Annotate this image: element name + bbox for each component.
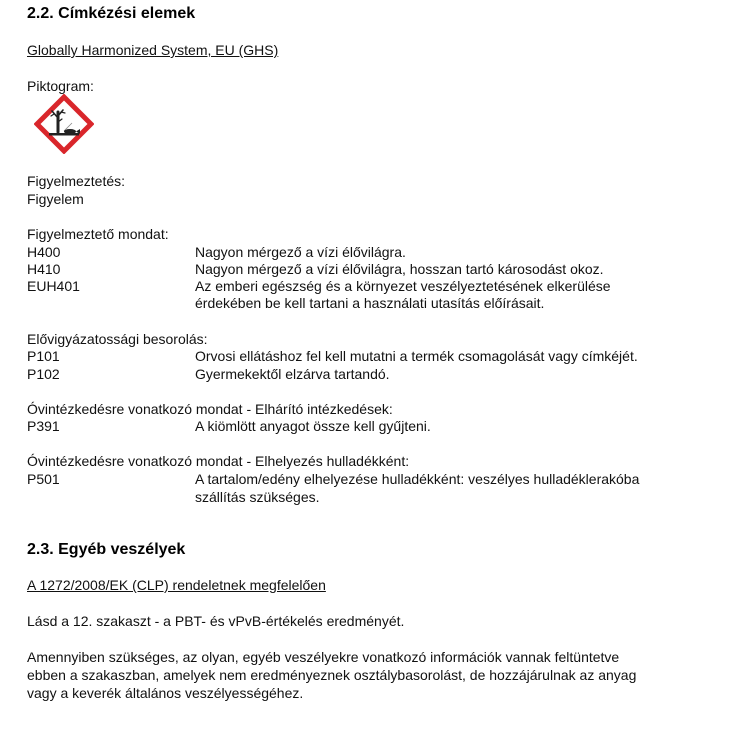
clp-subtitle: A 1272/2008/EK (CLP) rendeletnek megfelelően — [27, 577, 326, 593]
hazard-text: Nagyon mérgező a vízi élővilágra, hosszan tartó károsodást okoz. — [195, 261, 604, 277]
info-text-line: ebben a szakaszban, amelyek nem eredményeznek osztálybasorolást, de hozzájárulnak az anyag — [27, 667, 637, 683]
response-label: Óvintézkedésre vonatkozó mondat - Elhárító intézkedések: — [27, 401, 393, 417]
pbt-text: Lásd a 12. szakaszt - a PBT- és vPvB-értékelés eredményét. — [27, 613, 405, 629]
hazard-code: H400 — [27, 244, 61, 260]
hazard-text: Nagyon mérgező a vízi élővilágra. — [195, 244, 406, 260]
disposal-text-continued: szállítás szükséges. — [195, 489, 320, 505]
ghs09-environment-icon — [34, 94, 94, 154]
disposal-text: A tartalom/edény elhelyezése hulladékként: veszélyes hulladéklerakóba — [195, 471, 640, 487]
section-2-3-title: 2.3. Egyéb veszélyek — [27, 541, 186, 558]
precautionary-text: Gyermekektől elzárva tartandó. — [195, 366, 390, 382]
section-2-2-title: 2.2. Címkézési elemek — [27, 5, 196, 22]
hazard-text: Az emberi egészség és a környezet veszélyeztetésének elkerülése — [195, 278, 611, 294]
pictogram-border — [37, 97, 91, 151]
info-text-line: vagy a keverék általános veszélyességéhez. — [27, 685, 304, 701]
precautionary-label: Elővigyázatossági besorolás: — [27, 331, 208, 347]
info-text-line: Amennyiben szükséges, az olyan, egyéb veszélyekre vonatkozó információk vannak feltüntetve — [27, 649, 620, 665]
precautionary-code: P101 — [27, 348, 60, 364]
hazard-code: EUH401 — [27, 278, 80, 294]
signal-word-label: Figyelmeztetés: — [27, 173, 126, 189]
disposal-code: P501 — [27, 471, 60, 487]
disposal-label: Óvintézkedésre vonatkozó mondat - Elhelyezés hulladékként: — [27, 453, 410, 469]
response-text: A kiömlött anyagot össze kell gyűjteni. — [195, 418, 431, 434]
hazard-text-continued: érdekében be kell tartani a használati utasítás előírásait. — [195, 295, 545, 311]
hazard-code: H410 — [27, 261, 61, 277]
pictogram-label: Piktogram: — [27, 78, 94, 94]
precautionary-text: Orvosi ellátáshoz fel kell mutatni a termék csomagolását vagy címkéjét. — [195, 348, 638, 364]
signal-word: Figyelem — [27, 191, 84, 207]
hazard-statements-label: Figyelmeztető mondat: — [27, 226, 169, 242]
precautionary-code: P102 — [27, 366, 60, 382]
ghs-subtitle: Globally Harmonized System, EU (GHS) — [27, 42, 279, 58]
response-code: P391 — [27, 418, 60, 434]
